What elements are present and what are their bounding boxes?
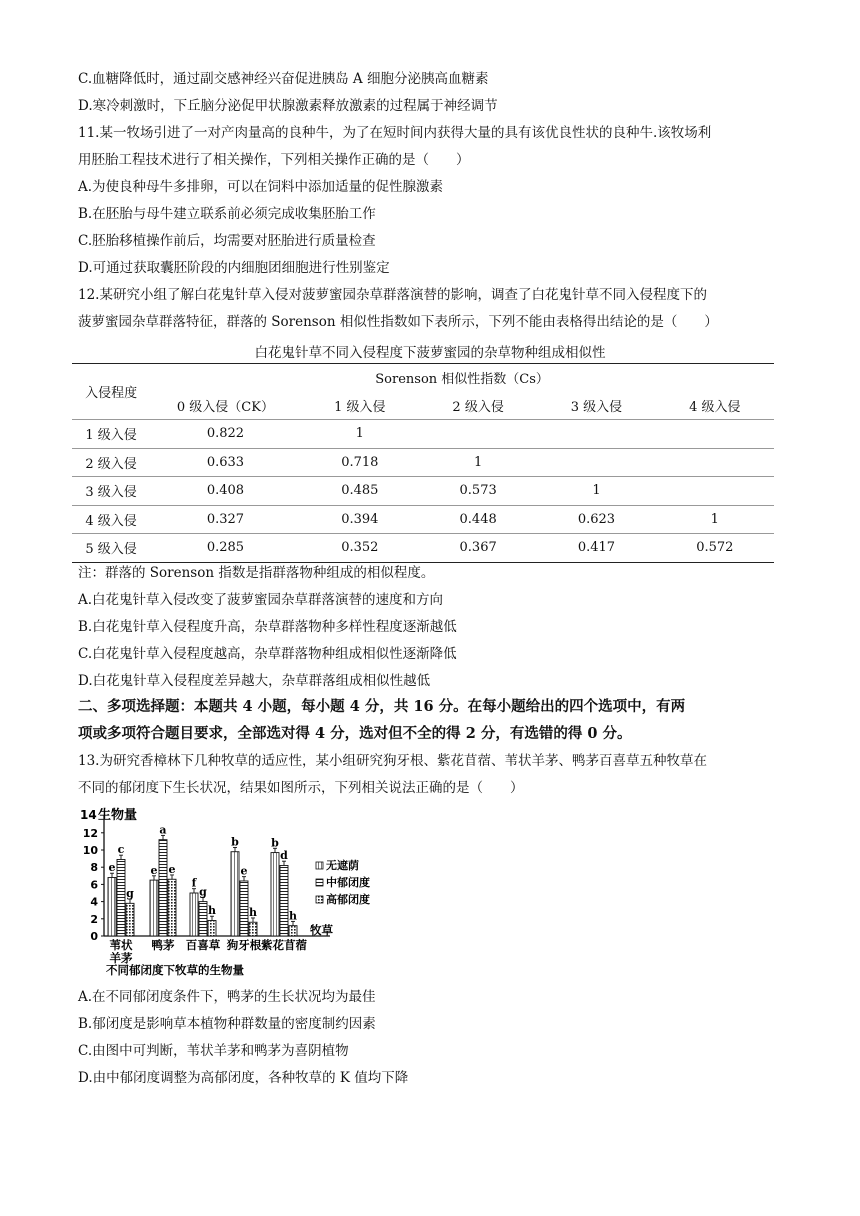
option-d-q10: D.寒冷刺激时，下丘脑分泌促甲状腺激素释放激素的过程属于神经调节: [78, 98, 498, 114]
significance-letter: e: [240, 864, 248, 878]
table-cell: 0.408: [150, 477, 300, 506]
row-label: 3 级入侵: [72, 477, 150, 506]
option-a-q13: A.在不同郁闭度条件下，鸭茅的生长状况均为最佳: [78, 989, 376, 1005]
column-header: 0 级入侵（CK）: [176, 399, 274, 415]
question-12-stem-2: 菠萝蜜园杂草群落特征，群落的 Sorenson 相似性指数如下表所示，下列不能由表格得出结论的是（ ）: [78, 314, 718, 330]
significance-letter: d: [280, 849, 288, 863]
row-label: 1 级入侵: [72, 420, 150, 449]
table-cell: 0.285: [150, 534, 300, 563]
option-b-q11: B.在胚胎与母牛建立联系前必须完成收集胚胎工作: [78, 206, 376, 222]
table-cell: 0.718: [301, 448, 419, 477]
table-cell: 1: [301, 420, 419, 449]
y-tick-label: 0: [90, 930, 98, 943]
section-heading-1: 二、多项选择题：本题共 4 小题，每小题 4 分，共 16 分。在每小题给出的四个选项中，有两: [78, 698, 686, 715]
question-12-stem-1: 12.某研究小组了解白花鬼针草入侵对菠萝蜜园杂草群落演替的影响，调查了白花鬼针草不同入侵程度下的: [78, 287, 707, 303]
legend-swatch: [316, 896, 323, 903]
significance-letter: b: [271, 836, 279, 850]
table-cell: 0.394: [301, 505, 419, 534]
bar: [159, 840, 167, 936]
y-tick-label: 10: [82, 844, 98, 857]
table-row: [72, 505, 774, 534]
option-c-q11: C.胚胎移植操作前后，均需要对胚胎进行质量检查: [78, 233, 376, 249]
option-c-q13: C.由图中可判断，苇状羊茅和鸭茅为喜阴植物: [78, 1043, 349, 1059]
bar: [280, 865, 288, 936]
table-cell: [656, 448, 774, 477]
y-tick-label: 12: [82, 826, 98, 840]
table-cell: [537, 448, 655, 477]
table-row: [72, 477, 774, 506]
y-axis-label: 生物量: [98, 808, 138, 823]
significance-letter: h: [289, 909, 297, 923]
table-cell: 0.633: [150, 448, 300, 477]
row-label: 2 级入侵: [72, 448, 150, 477]
y-tick-label: 6: [90, 878, 98, 892]
bar: [150, 880, 158, 936]
y-tick-label: 8: [90, 861, 98, 875]
option-a-q11: A.为使良种母牛多排卵，可以在饲料中添加适量的促性腺激素: [78, 179, 444, 195]
significance-letter: h: [208, 904, 216, 918]
x-tick-label: 苇状: [109, 938, 133, 952]
bar: [108, 878, 116, 936]
table-cell: 0.448: [419, 505, 537, 534]
table-cell: 0.485: [301, 477, 419, 506]
table-row: [72, 420, 774, 449]
section-heading-2: 项或多项符合题目要求，全部选对得 4 分，选对但不全的得 2 分，有选错的得 0 分。: [78, 725, 632, 742]
table-note: 注：群落的 Sorenson 指数是指群落物种组成的相似程度。: [78, 565, 435, 581]
table-cell: 0.327: [150, 505, 300, 534]
column-header: 1 级入侵: [334, 399, 386, 415]
question-11-stem-1: 11.某一牧场引进了一对产肉量高的良种牛，为了在短时间内获得大量的具有该优良性状的良种牛.该牧场利: [78, 125, 712, 141]
bar: [231, 852, 239, 936]
biomass-bar-chart: [78, 800, 378, 980]
group-header: Sorenson 相似性指数（Cs）: [150, 364, 774, 392]
bar: [289, 926, 297, 936]
significance-letter: e: [108, 861, 116, 875]
option-b-q13: B.郁闭度是影响草本植物种群数量的密度制约因素: [78, 1016, 376, 1032]
table-cell: 0.822: [150, 420, 300, 449]
legend-swatch: [316, 879, 323, 886]
legend-label: 无遮荫: [326, 859, 359, 872]
bar: [199, 902, 207, 936]
bar: [208, 921, 216, 936]
question-13-stem-2: 不同的郁闭度下生长状况，结果如图所示，下列相关说法正确的是（ ）: [78, 780, 524, 796]
bar: [190, 893, 198, 936]
table-cell: 0.352: [301, 534, 419, 563]
x-tick-label: 羊茅: [109, 951, 133, 965]
question-13-stem-1: 13.为研究香樟林下几种牧草的适应性，某小组研究狗牙根、紫花苜蓿、苇状羊茅、鸭茅百喜草五种牧草在: [78, 753, 707, 769]
y-axis-unit: 14: [80, 808, 97, 822]
significance-letter: e: [168, 862, 176, 876]
question-11-stem-2: 用胚胎工程技术进行了相关操作，下列相关操作正确的是（ ）: [78, 152, 470, 168]
bar: [168, 879, 176, 936]
table-row: [72, 448, 774, 477]
table-cell: 0.367: [419, 534, 537, 563]
row-header: 入侵程度: [72, 364, 150, 420]
table-cell: [537, 420, 655, 449]
table-cell: 1: [419, 448, 537, 477]
x-tick-label: 狗牙根: [226, 938, 262, 952]
significance-letter: e: [150, 863, 158, 877]
column-header: 3 级入侵: [570, 399, 623, 415]
option-c-q12: C.白花鬼针草入侵程度越高，杂草群落物种组成相似性逐渐降低: [78, 646, 457, 662]
x-tick-label: 鸭茅: [151, 938, 175, 952]
significance-letter: a: [159, 823, 167, 837]
column-header: 4 级入侵: [689, 399, 741, 415]
bar: [117, 859, 125, 936]
row-label: 4 级入侵: [72, 505, 150, 534]
option-d-q13: D.由中郁闭度调整为高郁闭度，各种牧草的 K 值均下降: [78, 1070, 409, 1086]
x-axis-label: 牧草: [310, 923, 333, 937]
y-tick-label: 2: [90, 912, 98, 926]
table-cell: 0.573: [419, 477, 537, 506]
option-b-q12: B.白花鬼针草入侵程度升高，杂草群落物种多样性程度逐渐越低: [78, 619, 457, 635]
significance-letter: b: [231, 835, 239, 849]
option-d-q12: D.白花鬼针草入侵程度差异越大，杂草群落组成相似性越低: [78, 673, 431, 689]
bar: [249, 922, 257, 936]
significance-letter: f: [191, 876, 197, 890]
legend-swatch: [316, 862, 323, 869]
bar: [271, 853, 279, 936]
significance-letter: g: [126, 887, 134, 901]
chart-title: 不同郁闭度下牧草的生物量: [106, 963, 244, 977]
table-cell: [656, 420, 774, 449]
table-cell: [656, 477, 774, 506]
table-cell: [419, 420, 537, 449]
column-header: 2 级入侵: [452, 399, 504, 415]
bar: [126, 903, 134, 936]
table-cell: 0.572: [656, 534, 774, 563]
y-tick-label: 4: [90, 895, 98, 909]
table-cell: 0.623: [537, 505, 655, 534]
table-caption: 白花鬼针草不同入侵程度下菠萝蜜园的杂草物种组成相似性: [254, 345, 606, 361]
significance-letter: c: [117, 843, 125, 857]
row-label: 5 级入侵: [72, 534, 150, 563]
legend-label: 中郁闭度: [326, 876, 370, 889]
legend-label: 高郁闭度: [326, 893, 370, 906]
x-tick-label: 紫花苜蓿: [261, 938, 307, 952]
table-cell: 0.417: [537, 534, 655, 563]
option-c-q10: C.血糖降低时，通过副交感神经兴奋促进胰岛 A 细胞分泌胰高血糖素: [78, 71, 489, 87]
table-cell: 1: [537, 477, 655, 506]
x-tick-label: 百喜草: [185, 938, 221, 952]
option-d-q11: D.可通过获取囊胚阶段的内细胞团细胞进行性别鉴定: [78, 260, 390, 276]
bar: [240, 881, 248, 936]
option-a-q12: A.白花鬼针草入侵改变了菠萝蜜园杂草群落演替的速度和方向: [78, 592, 444, 608]
similarity-table: [72, 363, 774, 563]
table-row: [72, 534, 774, 563]
significance-letter: g: [199, 885, 207, 899]
table-cell: 1: [656, 505, 774, 534]
significance-letter: h: [249, 905, 257, 919]
